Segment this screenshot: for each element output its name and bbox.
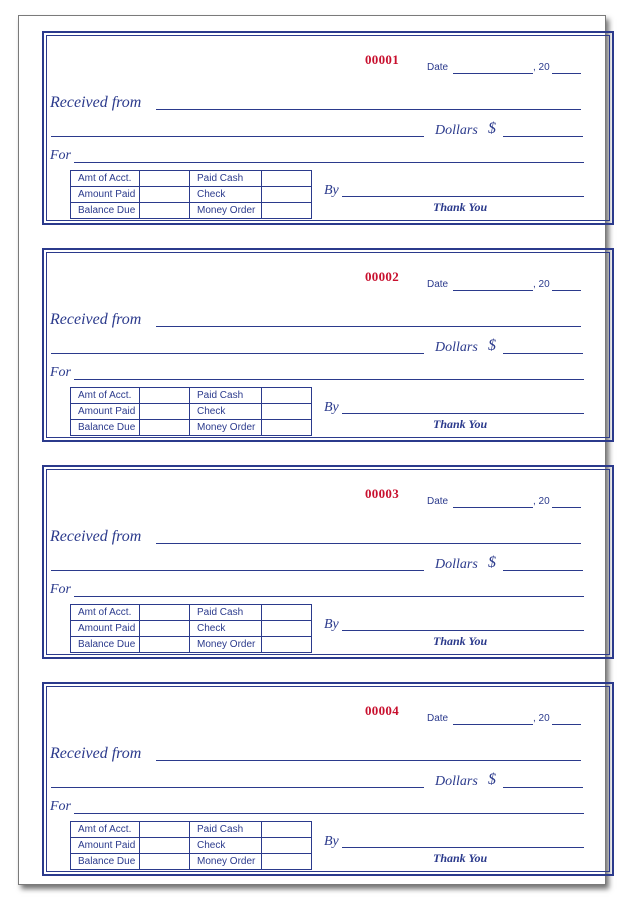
amount-paid-label: Amount Paid bbox=[71, 187, 140, 203]
dollars-amount-field[interactable] bbox=[503, 570, 583, 571]
receipt-form bbox=[42, 465, 614, 659]
table-row bbox=[71, 637, 312, 653]
table-row bbox=[71, 420, 312, 436]
table-row bbox=[71, 621, 312, 637]
dollar-sign: $ bbox=[488, 337, 496, 354]
dollars-label: Dollars bbox=[435, 123, 478, 138]
money-order-label: Money Order bbox=[190, 854, 262, 870]
amt-of-acct-label: Amt of Acct. bbox=[71, 388, 140, 404]
received-from-label: Received from bbox=[50, 94, 142, 111]
year-field[interactable] bbox=[552, 724, 581, 725]
payment-table bbox=[70, 170, 312, 219]
dollar-sign: $ bbox=[488, 120, 496, 137]
amount-in-words-field[interactable] bbox=[51, 570, 424, 571]
date-field[interactable] bbox=[453, 724, 533, 725]
paid-cash-field[interactable] bbox=[262, 822, 312, 838]
thank-you-text: Thank You bbox=[433, 200, 488, 214]
amount-paid-label: Amount Paid bbox=[71, 404, 140, 420]
by-label: By bbox=[324, 617, 339, 632]
for-field[interactable] bbox=[74, 162, 584, 163]
check-field[interactable] bbox=[262, 621, 312, 637]
check-label: Check bbox=[190, 838, 262, 854]
paid-cash-field[interactable] bbox=[262, 171, 312, 187]
thank-you-text: Thank You bbox=[433, 417, 488, 431]
amount-paid-field[interactable] bbox=[140, 404, 190, 420]
amt-of-acct-label: Amt of Acct. bbox=[71, 822, 140, 838]
receipt-number: 00002 bbox=[365, 269, 399, 284]
money-order-label: Money Order bbox=[190, 420, 262, 436]
amount-paid-label: Amount Paid bbox=[71, 621, 140, 637]
receipt-number: 00003 bbox=[365, 486, 399, 501]
table-row bbox=[71, 605, 312, 621]
year-label: , 20 bbox=[533, 62, 550, 73]
signature-field[interactable] bbox=[342, 847, 584, 848]
dollars-amount-field[interactable] bbox=[503, 787, 583, 788]
by-label: By bbox=[324, 834, 339, 849]
table-row bbox=[71, 854, 312, 870]
receipt-form bbox=[42, 31, 614, 225]
date-label: Date bbox=[427, 62, 449, 73]
table-row bbox=[71, 404, 312, 420]
paid-cash-label: Paid Cash bbox=[190, 171, 262, 187]
balance-due-label: Balance Due bbox=[71, 420, 140, 436]
amount-paid-field[interactable] bbox=[140, 838, 190, 854]
money-order-field[interactable] bbox=[262, 637, 312, 653]
check-field[interactable] bbox=[262, 404, 312, 420]
date-field[interactable] bbox=[453, 290, 533, 291]
by-label: By bbox=[324, 400, 339, 415]
for-label: For bbox=[50, 148, 71, 163]
amount-paid-label: Amount Paid bbox=[71, 838, 140, 854]
balance-due-field[interactable] bbox=[140, 420, 190, 436]
by-label: By bbox=[324, 183, 339, 198]
table-row bbox=[71, 822, 312, 838]
receipt-form bbox=[42, 248, 614, 442]
received-from-field[interactable] bbox=[156, 109, 581, 110]
money-order-field[interactable] bbox=[262, 420, 312, 436]
payment-table bbox=[70, 387, 312, 436]
amt-of-acct-label: Amt of Acct. bbox=[71, 605, 140, 621]
payment-table bbox=[70, 604, 312, 653]
money-order-field[interactable] bbox=[262, 854, 312, 870]
received-from-label: Received from bbox=[50, 311, 142, 328]
year-label: , 20 bbox=[533, 279, 550, 290]
dollars-amount-field[interactable] bbox=[503, 353, 583, 354]
payment-table bbox=[70, 821, 312, 870]
balance-due-field[interactable] bbox=[140, 203, 190, 219]
table-row bbox=[71, 187, 312, 203]
amt-of-acct-field[interactable] bbox=[140, 605, 190, 621]
amount-paid-field[interactable] bbox=[140, 187, 190, 203]
balance-due-label: Balance Due bbox=[71, 854, 140, 870]
received-from-field[interactable] bbox=[156, 543, 581, 544]
table-row bbox=[71, 388, 312, 404]
paid-cash-field[interactable] bbox=[262, 605, 312, 621]
balance-due-label: Balance Due bbox=[71, 637, 140, 653]
money-order-label: Money Order bbox=[190, 203, 262, 219]
paid-cash-label: Paid Cash bbox=[190, 822, 262, 838]
date-label: Date bbox=[427, 496, 449, 507]
dollars-amount-field[interactable] bbox=[503, 136, 583, 137]
receipt-sheet bbox=[18, 15, 606, 885]
check-field[interactable] bbox=[262, 838, 312, 854]
amount-in-words-field[interactable] bbox=[51, 787, 424, 788]
date-label: Date bbox=[427, 279, 449, 290]
year-field[interactable] bbox=[552, 507, 581, 508]
amt-of-acct-label: Amt of Acct. bbox=[71, 171, 140, 187]
dollars-label: Dollars bbox=[435, 774, 478, 789]
for-label: For bbox=[50, 365, 71, 380]
receipt-number: 00004 bbox=[365, 703, 399, 718]
table-row bbox=[71, 838, 312, 854]
signature-field[interactable] bbox=[342, 196, 584, 197]
amount-in-words-field[interactable] bbox=[51, 353, 424, 354]
balance-due-field[interactable] bbox=[140, 854, 190, 870]
signature-field[interactable] bbox=[342, 413, 584, 414]
amount-paid-field[interactable] bbox=[140, 621, 190, 637]
check-field[interactable] bbox=[262, 187, 312, 203]
money-order-field[interactable] bbox=[262, 203, 312, 219]
for-label: For bbox=[50, 799, 71, 814]
amt-of-acct-field[interactable] bbox=[140, 388, 190, 404]
amt-of-acct-field[interactable] bbox=[140, 822, 190, 838]
paid-cash-label: Paid Cash bbox=[190, 605, 262, 621]
money-order-label: Money Order bbox=[190, 637, 262, 653]
receipt-form bbox=[42, 682, 614, 876]
paid-cash-label: Paid Cash bbox=[190, 388, 262, 404]
check-label: Check bbox=[190, 187, 262, 203]
paid-cash-field[interactable] bbox=[262, 388, 312, 404]
dollar-sign: $ bbox=[488, 554, 496, 571]
year-label: , 20 bbox=[533, 713, 550, 724]
check-label: Check bbox=[190, 404, 262, 420]
receipt-number: 00001 bbox=[365, 52, 399, 67]
table-row bbox=[71, 203, 312, 219]
year-field[interactable] bbox=[552, 290, 581, 291]
dollars-label: Dollars bbox=[435, 557, 478, 572]
balance-due-field[interactable] bbox=[140, 637, 190, 653]
dollar-sign: $ bbox=[488, 771, 496, 788]
balance-due-label: Balance Due bbox=[71, 203, 140, 219]
for-field[interactable] bbox=[74, 379, 584, 380]
thank-you-text: Thank You bbox=[433, 851, 488, 865]
received-from-field[interactable] bbox=[156, 326, 581, 327]
amt-of-acct-field[interactable] bbox=[140, 171, 190, 187]
received-from-field[interactable] bbox=[156, 760, 581, 761]
dollars-label: Dollars bbox=[435, 340, 478, 355]
for-field[interactable] bbox=[74, 596, 584, 597]
for-label: For bbox=[50, 582, 71, 597]
received-from-label: Received from bbox=[50, 745, 142, 762]
for-field[interactable] bbox=[74, 813, 584, 814]
check-label: Check bbox=[190, 621, 262, 637]
thank-you-text: Thank You bbox=[433, 634, 488, 648]
year-label: , 20 bbox=[533, 496, 550, 507]
date-label: Date bbox=[427, 713, 449, 724]
date-field[interactable] bbox=[453, 507, 533, 508]
signature-field[interactable] bbox=[342, 630, 584, 631]
table-row bbox=[71, 171, 312, 187]
amount-in-words-field[interactable] bbox=[51, 136, 424, 137]
received-from-label: Received from bbox=[50, 528, 142, 545]
date-field[interactable] bbox=[453, 73, 533, 74]
year-field[interactable] bbox=[552, 73, 581, 74]
